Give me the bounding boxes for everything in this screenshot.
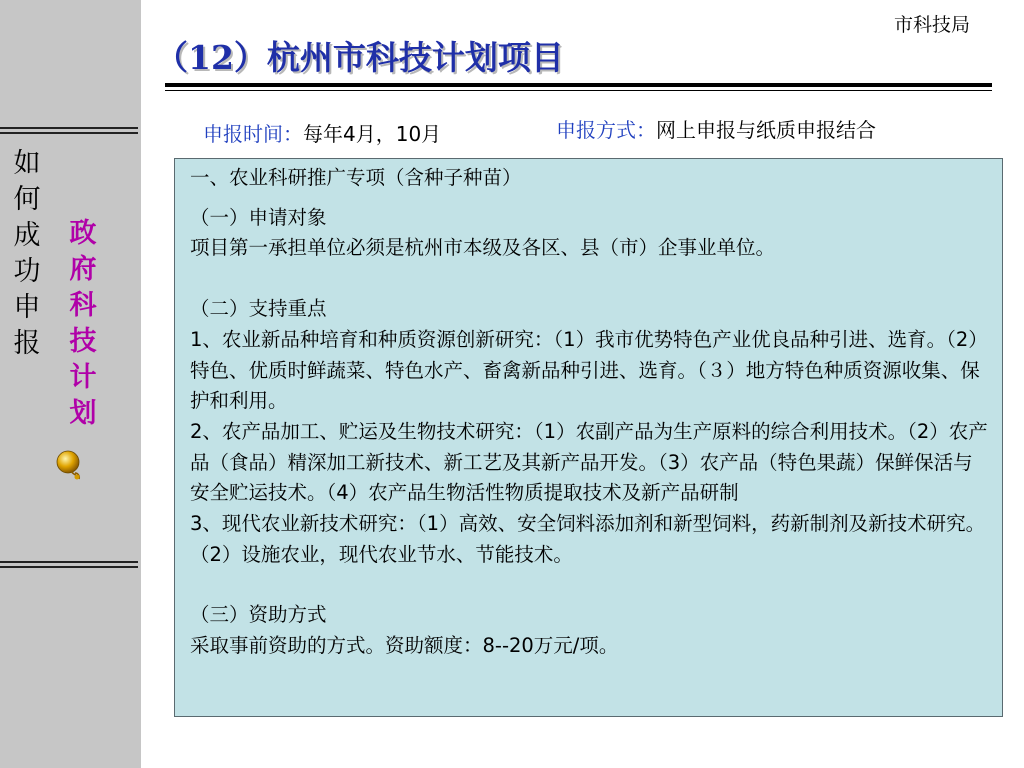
sidebar-top-divider	[0, 127, 138, 134]
sidebar-title-gov-plan: 政府科技计划	[69, 218, 97, 429]
golden-orb-icon	[55, 449, 85, 481]
sidebar	[0, 0, 141, 768]
applicant-body: 项目第一承担单位必须是杭州市本级及各区、县（市）企事业单位。	[190, 236, 776, 260]
application-time-label: 申报时间：	[203, 122, 303, 146]
focus-item-2: 2、农产品加工、贮运及生物技术研究：（1）农副产品为生产原料的综合利用技术。（2）农产品（食品）精深加工新技术、新工艺及其新产品开发。（3）农产品（特色果蔬）保鲜保活与安全贮运技术。（4）农产品生物活性物质提取技术及新产品研制	[190, 419, 988, 505]
application-time-value: 每年4月，10月	[303, 122, 442, 146]
sidebar-title-how-to-apply: 如何成功申报	[13, 148, 41, 359]
section-heading: 一、农业科研推广专项（含种子种苗）	[190, 166, 522, 189]
title-rule-thin	[165, 90, 992, 91]
application-method-value: 网上申报与纸质申报结合	[656, 118, 876, 142]
application-time	[203, 118, 441, 147]
funding-title: （三）资助方式	[190, 603, 327, 627]
page-title: （12）杭州市科技计划项目	[155, 38, 564, 77]
org-label: 市科技局	[893, 14, 970, 36]
application-method	[556, 114, 876, 143]
title-rule-thick	[165, 83, 992, 87]
sidebar-bottom-divider	[0, 561, 138, 568]
focus-item-3: 3、现代农业新技术研究：（1）高效、安全饲料添加剂和新型饲料，药新制剂及新技术研究。（2）设施农业，现代农业节水、节能技术。	[190, 512, 986, 566]
applicant-title: （一）申请对象	[190, 205, 327, 229]
application-method-label: 申报方式：	[556, 118, 656, 142]
funding-body: 采取事前资助的方式。资助额度：8--20万元/项。	[190, 634, 619, 658]
focus-title: （二）支持重点	[190, 297, 327, 321]
content-box	[174, 158, 1003, 717]
focus-item-1: 1、农业新品种培育和种质资源创新研究：（1）我市优势特色产业优良品种引进、选育。（2）特色、优质时鲜蔬菜、特色水产、畜禽新品种引进、选育。（３）地方特色种质资源收集、保护和利用。	[190, 327, 988, 413]
